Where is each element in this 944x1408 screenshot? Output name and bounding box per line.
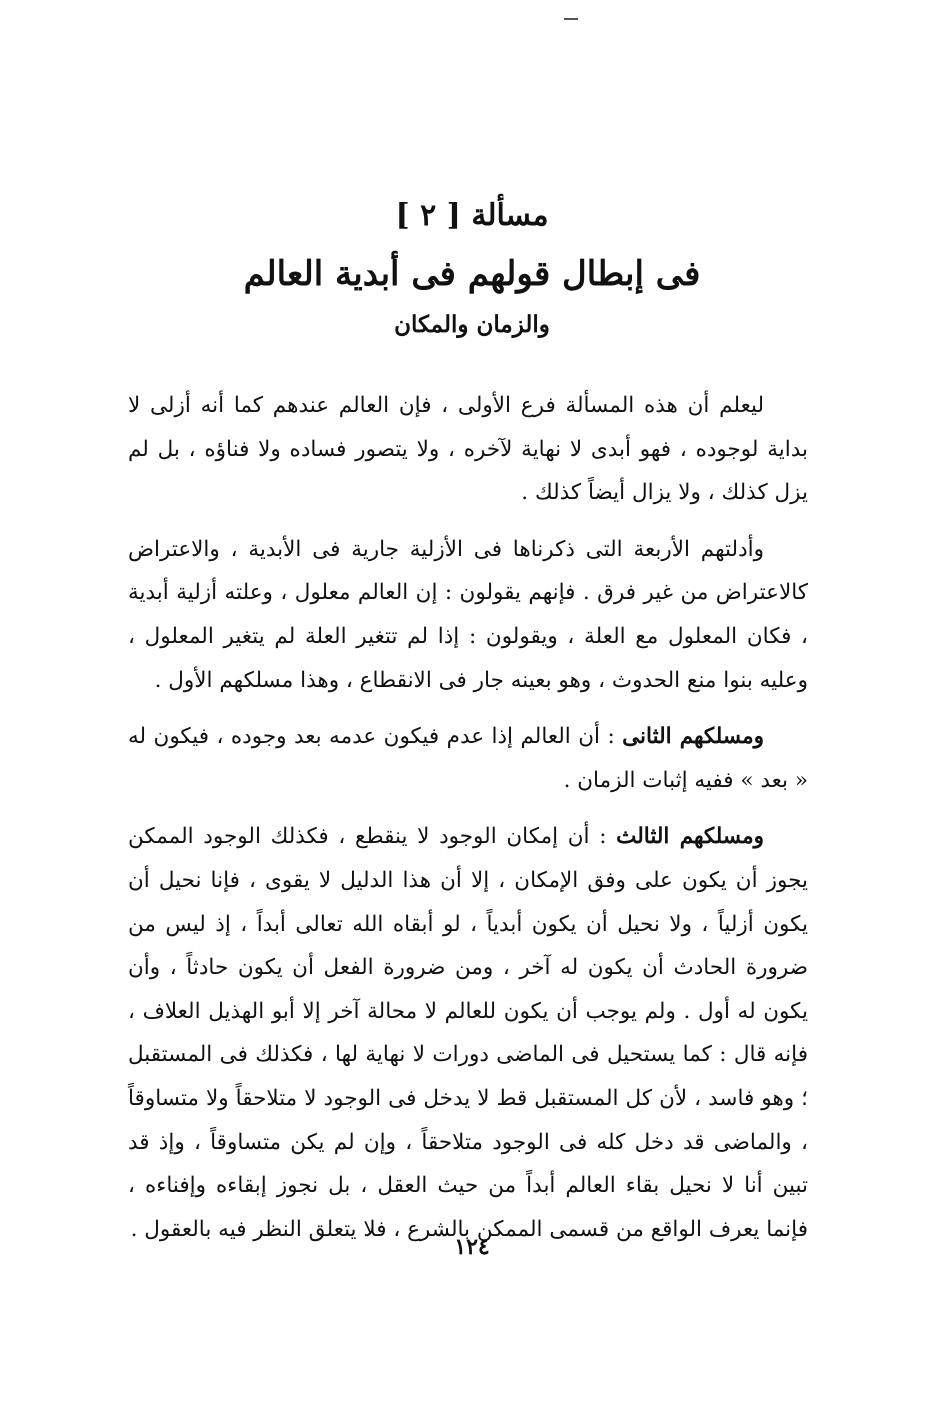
page-number: ١٢٤: [454, 1234, 490, 1260]
paragraph-1: [128, 384, 808, 515]
paragraph-text: : أن إمكان الوجود لا ينقطع ، فكذلك الوجود الممكن يجوز أن يكون على وفق الإمكان ، إلا أن هذا الدليل لا يقوى ، فإنا نحيل أن يكون أزلياً ، ولا نحيل أن يكون أبدياً ، لو أبقاه الله تعالى أبداً ، إذ ليس من ضرورة الحادث أن يكون له آخر ، ومن ضرورة الفعل أن يكون حادثاً ، وأن يكون له أول . ولم يوجب أن يكون للعالم لا محالة آخر إلا أبو الهذيل العلاف ، فإنه قال : كما يستحيل فى الماضى دورات لا نهاية لها ، فكذلك فى المستقبل ؛ وهو فاسد ، لأن كل المستقبل قط لا يدخل فى الوجود لا متلاحقاً ولا متساوقاً ، والماضى قد دخل كله فى الوجود متلاحقاً ، وإن لم يكن متساوقاً ، وإذ قد تبين أنا لا نحيل بقاء العالم أبداً من حيث العقل ، بل نجوز إبقاءه وإفناءه ، فإنما يعرف الواقع من قسمى الممكن بالشرع ، فلا يتعلق النظر فيه بالعقول .: [128, 824, 808, 1242]
paragraph-text: ليعلم أن هذه المسألة فرع الأولى ، فإن العالم عندهم كما أنه أزلى لا بداية لوجوده ، فهو أبدى لا نهاية لآخره ، ولا يتصور فساده ولا فناؤه ، بل لم يزل كذلك ، ولا يزال أيضاً كذلك .: [128, 393, 808, 506]
paragraph-4: [128, 815, 808, 1251]
chapter-title: مسألة [ ٢ ]: [395, 198, 549, 233]
paragraph-3: [128, 715, 808, 802]
paragraph-2: [128, 528, 808, 702]
chapter-subtitle: فى إبطال قولهم فى أبدية العالم: [243, 254, 701, 294]
paragraph-lead: ومسلكهم الثانى: [622, 724, 764, 750]
paragraph-text: وأدلتهم الأربعة التى ذكرناها فى الأزلية جارية فى الأبدية ، والاعتراض كالاعتراض من غير فرق . فإنهم يقولون : إن العالم معلول ، وعلته أزلية أبدية ، فكان المعلول مع العلة ، ويقولون : إذا لم تتغير العلة لم يتغير المعلول ، وعليه بنوا منع الحدوث ، وهو بعينه جار فى الانقطاع ، وهذا مسلكهم الأول .: [128, 536, 808, 693]
paragraph-text: : أن العالم إذا عدم فيكون عدمه بعد وجوده ، فيكون له « بعد » ففيه إثبات الزمان .: [128, 724, 808, 793]
body-text: [128, 384, 808, 1264]
chapter-subsubtitle: والزمان والمكان: [394, 311, 550, 338]
paragraph-lead: ومسلكهم الثالث: [616, 824, 764, 850]
top-mark: [564, 18, 578, 20]
chapter-heading: [0, 188, 944, 346]
